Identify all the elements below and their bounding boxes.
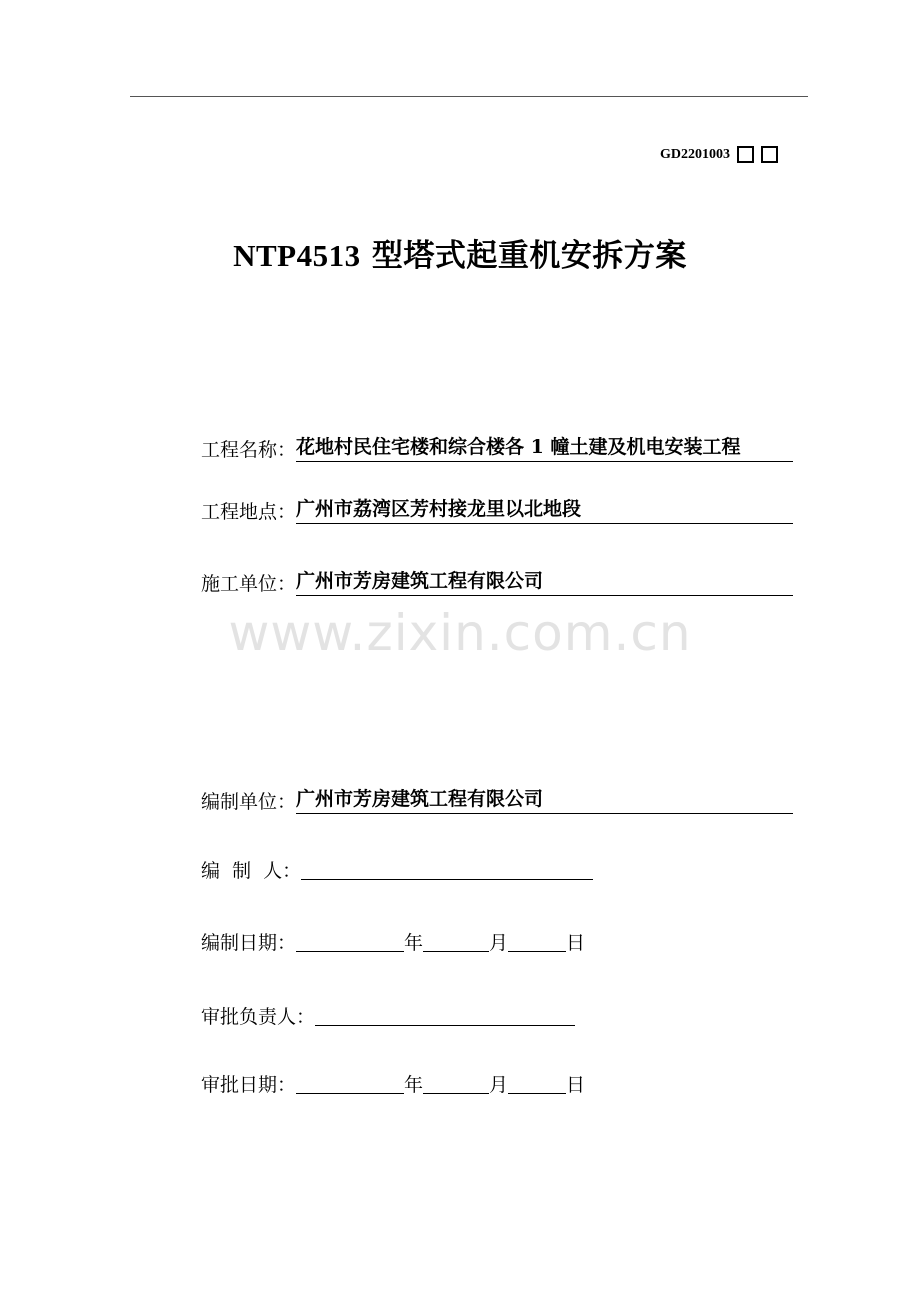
compiler-field xyxy=(201,856,593,883)
approve-date-label: 审批日期： xyxy=(201,1074,297,1096)
checkbox-1 xyxy=(737,146,754,163)
approve-date-field xyxy=(201,1070,585,1097)
compile-year-unit: 年 xyxy=(404,932,424,954)
project-name-value: 花地村民住宅楼和综合楼各 1 幢土建及机电安装工程 xyxy=(296,432,793,462)
document-title xyxy=(0,230,920,275)
document-code-text: GD2201003 xyxy=(660,146,730,162)
compile-month-blank[interactable] xyxy=(423,950,489,952)
compile-date-field xyxy=(201,928,585,955)
project-location-value: 广州市荔湾区芳村接龙里以北地段 xyxy=(296,494,793,524)
compile-unit-field xyxy=(201,784,793,814)
approver-label: 审批负责人： xyxy=(201,1006,316,1028)
title-model: NTP4513 xyxy=(233,238,361,273)
construction-unit-field xyxy=(201,566,793,596)
approver-field xyxy=(201,1002,575,1029)
construction-unit-label: 施工单位： xyxy=(201,573,297,595)
compiler-blank[interactable] xyxy=(301,878,593,880)
header-rule xyxy=(130,96,808,97)
document-code xyxy=(660,146,778,163)
approve-day-blank[interactable] xyxy=(508,1092,566,1094)
compile-year-blank[interactable] xyxy=(296,950,404,952)
compile-month-unit: 月 xyxy=(489,932,509,954)
compile-unit-value: 广州市芳房建筑工程有限公司 xyxy=(296,784,793,814)
compile-day-blank[interactable] xyxy=(508,950,566,952)
compiler-label: 编 制 人： xyxy=(201,860,302,882)
approve-day-unit: 日 xyxy=(566,1074,586,1096)
checkbox-2 xyxy=(761,146,778,163)
compile-unit-label: 编制单位： xyxy=(201,791,297,813)
approve-year-unit: 年 xyxy=(404,1074,424,1096)
title-text: 型塔式起重机安拆方案 xyxy=(371,238,687,274)
project-location-label: 工程地点： xyxy=(201,501,297,523)
approve-year-blank[interactable] xyxy=(296,1092,404,1094)
project-location-field xyxy=(201,494,793,524)
construction-unit-value: 广州市芳房建筑工程有限公司 xyxy=(296,566,793,596)
approve-month-unit: 月 xyxy=(489,1074,509,1096)
approver-blank[interactable] xyxy=(315,1024,575,1026)
watermark: www.zixin.com.cn xyxy=(228,604,692,662)
compile-day-unit: 日 xyxy=(566,932,586,954)
project-name-field xyxy=(201,432,793,462)
approve-month-blank[interactable] xyxy=(423,1092,489,1094)
compile-date-label: 编制日期： xyxy=(201,932,297,954)
project-name-label: 工程名称： xyxy=(201,439,297,461)
